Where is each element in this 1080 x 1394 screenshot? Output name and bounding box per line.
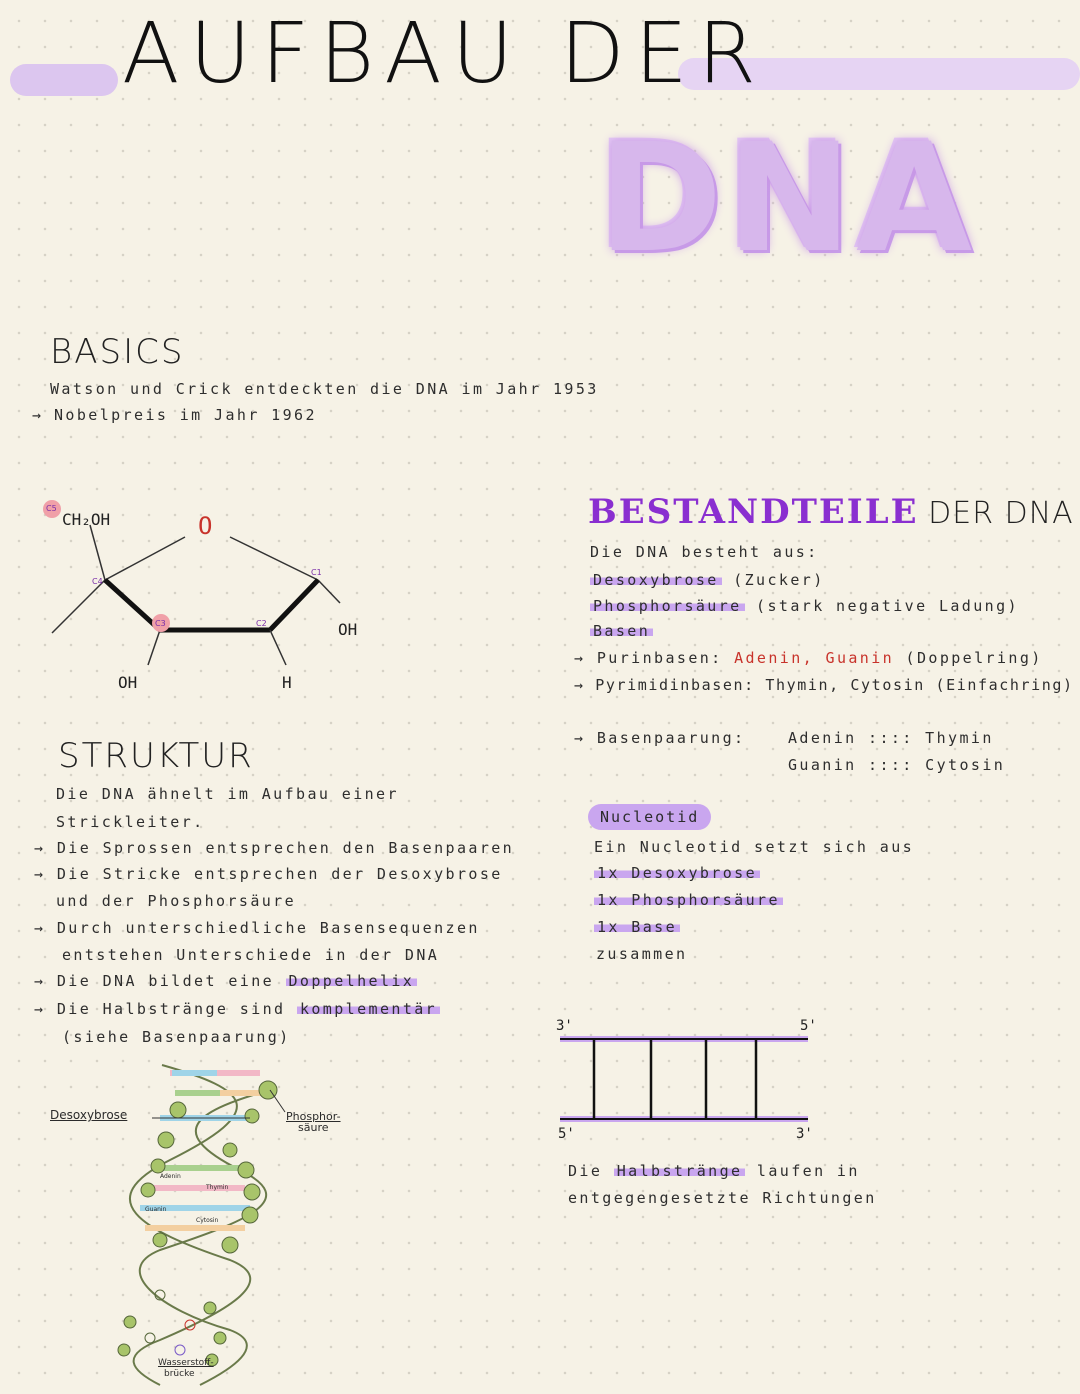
ladder-caption-2: entgegengesetzte Richtungen [568,1189,877,1207]
helix-label-phosphor: Phosphor- [286,1110,341,1123]
nucleotid-item-3-text: 1x Base [594,918,680,936]
purin-note: (Doppelring) [905,649,1043,667]
helix-label-wasserstoff: Wasserstoff- [158,1358,214,1368]
helix-base-guanin: Guanin [145,1206,167,1213]
struktur-line-3 [34,839,514,857]
struktur-line-6 [34,919,480,937]
ladder-top-left-label: 3' [556,1018,573,1034]
ladder-bottom-left-label: 5' [558,1126,575,1142]
desoxybrose-highlight: Desoxybrose [590,571,722,589]
struktur-line-7: entstehen Unterschiede in der DNA [62,946,440,964]
pyrimidin-note: (Einfachring) [935,676,1074,694]
oh-right-label: OH [338,620,358,639]
ring-oxygen-label: O [198,512,213,540]
struktur-line-2: Strickleiter. [56,813,205,831]
struktur-line-10: (siehe Basenpaarung) [62,1028,291,1046]
title-bar-left [10,64,118,96]
arrow-icon: → [34,919,57,937]
struktur-line-9-text: Die Halbstränge sind [56,1000,286,1018]
basenpaarung-line [574,729,745,747]
arrow-icon: → [34,1000,57,1018]
ladder-bottom-right-label: 3' [796,1126,813,1142]
nucleotid-item-2-text: 1x Phosphorsäure [594,891,783,909]
arrow-icon: → [574,729,597,747]
nucleotid-item-3 [594,918,680,936]
oh-bottom-label: OH [118,673,138,692]
nucleotid-pill: Nucleotid [588,804,711,830]
struktur-line-9 [34,1000,440,1018]
bestandteile-item-3 [590,622,653,640]
bestandteile-heading-colored: BESTANDTEILE [588,492,919,532]
basics-line-1: Watson und Crick entdeckten die DNA im Jahr 1953 [50,380,599,398]
nucleotid-item-1-text: 1x Desoxybrose [594,864,760,882]
bestandteile-heading-rest: DER DNA [928,496,1074,531]
struktur-line-3-text: Die Sprossen entsprechen den Basenpaaren [56,839,515,857]
pair-guanin-cytosin: Guanin :::: Cytosin [788,756,1006,774]
ladder-caption-pre: Die [568,1162,603,1180]
arrow-icon: → [574,649,597,667]
ladder-caption-1 [568,1162,860,1180]
ladder-caption-post: laufen in [756,1162,860,1180]
antiparallel-ladder-diagram [556,1030,816,1130]
desoxybrose-note: (Zucker) [733,571,825,589]
phosphorsaeure-note: (stark negative Ladung) [756,597,1019,615]
bestandteile-heading [588,492,1074,532]
purin-values: Adenin, Guanin [734,649,895,667]
c1-label: C1 [311,568,322,577]
nucleotid-intro: Ein Nucleotid setzt sich aus [594,838,915,856]
struktur-line-4 [34,865,503,883]
helix-label-bruecke: brücke [164,1369,195,1379]
struktur-line-1: Die DNA ähnelt im Aufbau einer [56,785,399,803]
pair-adenin-thymin: Adenin :::: Thymin [788,729,994,747]
c3-label: C3 [155,619,166,628]
helix-base-cytosin: Cytosin [196,1217,219,1224]
helix-base-thymin: Thymin [206,1184,229,1191]
arrow-icon: → [34,839,57,857]
c5-label: C5 [46,504,57,513]
nucleotid-end: zusammen [596,945,688,963]
purinbasen-line [574,649,1043,667]
title-dna-bubble-letters: DNA [598,112,977,286]
doppelhelix-highlight: Doppelhelix [286,972,418,990]
bestandteile-item-1 [590,571,825,589]
bestandteile-intro: Die DNA besteht aus: [590,543,819,561]
arrow-icon: → [34,972,57,990]
basics-line-2: Nobelpreis im Jahr 1962 [54,406,317,424]
pyrimidin-values: Thymin, Cytosin [765,676,925,694]
pyrimidin-label: Pyrimidinbasen: [595,676,755,694]
struktur-line-6-text: Durch unterschiedliche Basensequenzen [56,919,480,937]
arrow-icon: → [574,676,596,694]
c2-label: C2 [256,619,267,628]
phosphorsaeure-highlight: Phosphorsäure [590,597,745,615]
purin-label: Purinbasen: [596,649,723,667]
struktur-line-8 [34,972,417,990]
nucleotid-item-2 [594,891,783,909]
arrow-icon: → [34,865,57,883]
ch2oh-label: CH₂OH [62,510,111,529]
nucleotid-item-1 [594,864,760,882]
pyrimidinbasen-line [574,676,1074,694]
struktur-line-5: und der Phosphorsäure [56,892,297,910]
page-title: AUFBAU DER [122,4,767,102]
basen-highlight: Basen [590,622,653,640]
bestandteile-item-2 [590,597,1019,615]
komplementaer-highlight: komplementär [297,1000,440,1018]
helix-base-adenin: Adenin [160,1173,181,1180]
helix-label-desoxybrose: Desoxybrose [50,1108,128,1122]
struktur-line-8-text: Die DNA bildet eine [56,972,275,990]
basics-heading: BASICS [50,332,185,372]
ladder-top-right-label: 5' [800,1018,817,1034]
basics-arrow-icon: → [32,406,44,424]
halbstraenge-highlight: Halbstränge [614,1162,746,1180]
struktur-line-4-text: Die Stricke entsprechen der Desoxybrose [56,865,503,883]
h-label: H [282,673,292,692]
helix-label-saeure: säure [298,1121,329,1134]
struktur-heading: STRUKTUR [58,736,254,776]
basenpaarung-label: Basenpaarung: [596,729,746,747]
c4-label: C4 [92,577,103,586]
